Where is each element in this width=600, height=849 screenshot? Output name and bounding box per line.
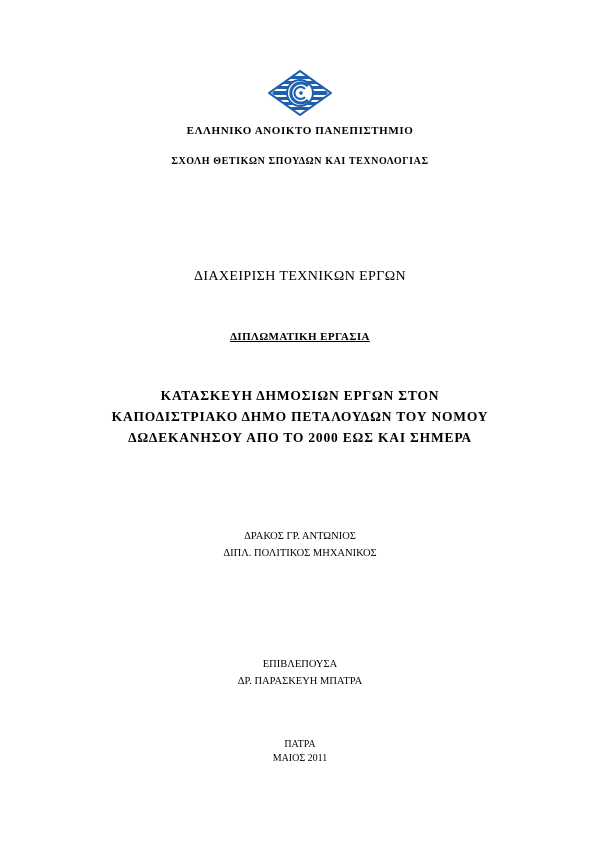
author-block: [0, 528, 600, 562]
footer-block: [0, 738, 600, 766]
program-name: ΔΙΑΧΕΙΡΙΣΗ ΤΕΧΝΙΚΩΝ ΕΡΓΩΝ: [193, 269, 407, 284]
supervisor-label: ΕΠΙΒΛΕΠΟΥΣΑ: [262, 659, 338, 670]
city: ΠΑΤΡΑ: [284, 739, 316, 750]
thesis-title: [0, 385, 600, 448]
supervisor-block: [0, 656, 600, 690]
thesis-title-line: ΔΩΔΕΚΑΝΗΣΟΥ ΑΠΟ ΤΟ 2000 ΕΩΣ ΚΑΙ ΣΗΜΕΡΑ: [128, 430, 472, 445]
author-name: ΔΡΑΚΟΣ ΓΡ. ΑΝΤΩΝΙΟΣ: [244, 531, 356, 542]
school-name: ΣΧΟΛΗ ΘΕΤΙΚΩΝ ΣΠΟΥΔΩΝ ΚΑΙ ΤΕΧΝΟΛΟΓΙΑΣ: [171, 156, 429, 167]
thesis-title-line: ΚΑΤΑΣΚΕΥΗ ΔΗΜΟΣΙΩΝ ΕΡΓΩΝ ΣΤΟΝ: [160, 388, 440, 403]
university-name: ΕΛΛΗΝΙΚΟ ΑΝΟΙΚΤΟ ΠΑΝΕΠΙΣΤΗΜΙΟ: [186, 125, 414, 137]
thesis-title-line: ΚΑΠΟΔΙΣΤΡΙΑΚΟ ΔΗΜΟ ΠΕΤΑΛΟΥΔΩΝ ΤΟΥ ΝΟΜΟΥ: [111, 409, 489, 424]
document-type: ΔΙΠΛΩΜΑΤΙΚΗ ΕΡΓΑΣΙΑ: [230, 331, 370, 343]
date: ΜΑΙΟΣ 2011: [272, 753, 328, 764]
supervisor-name: ΔΡ. ΠΑΡΑΣΚΕΥΗ ΜΠΑΤΡΑ: [237, 676, 363, 687]
university-logo-icon: [268, 70, 332, 116]
author-role: ΔΙΠΛ. ΠΟΛΙΤΙΚΟΣ ΜΗΧΑΝΙΚΟΣ: [223, 548, 377, 559]
